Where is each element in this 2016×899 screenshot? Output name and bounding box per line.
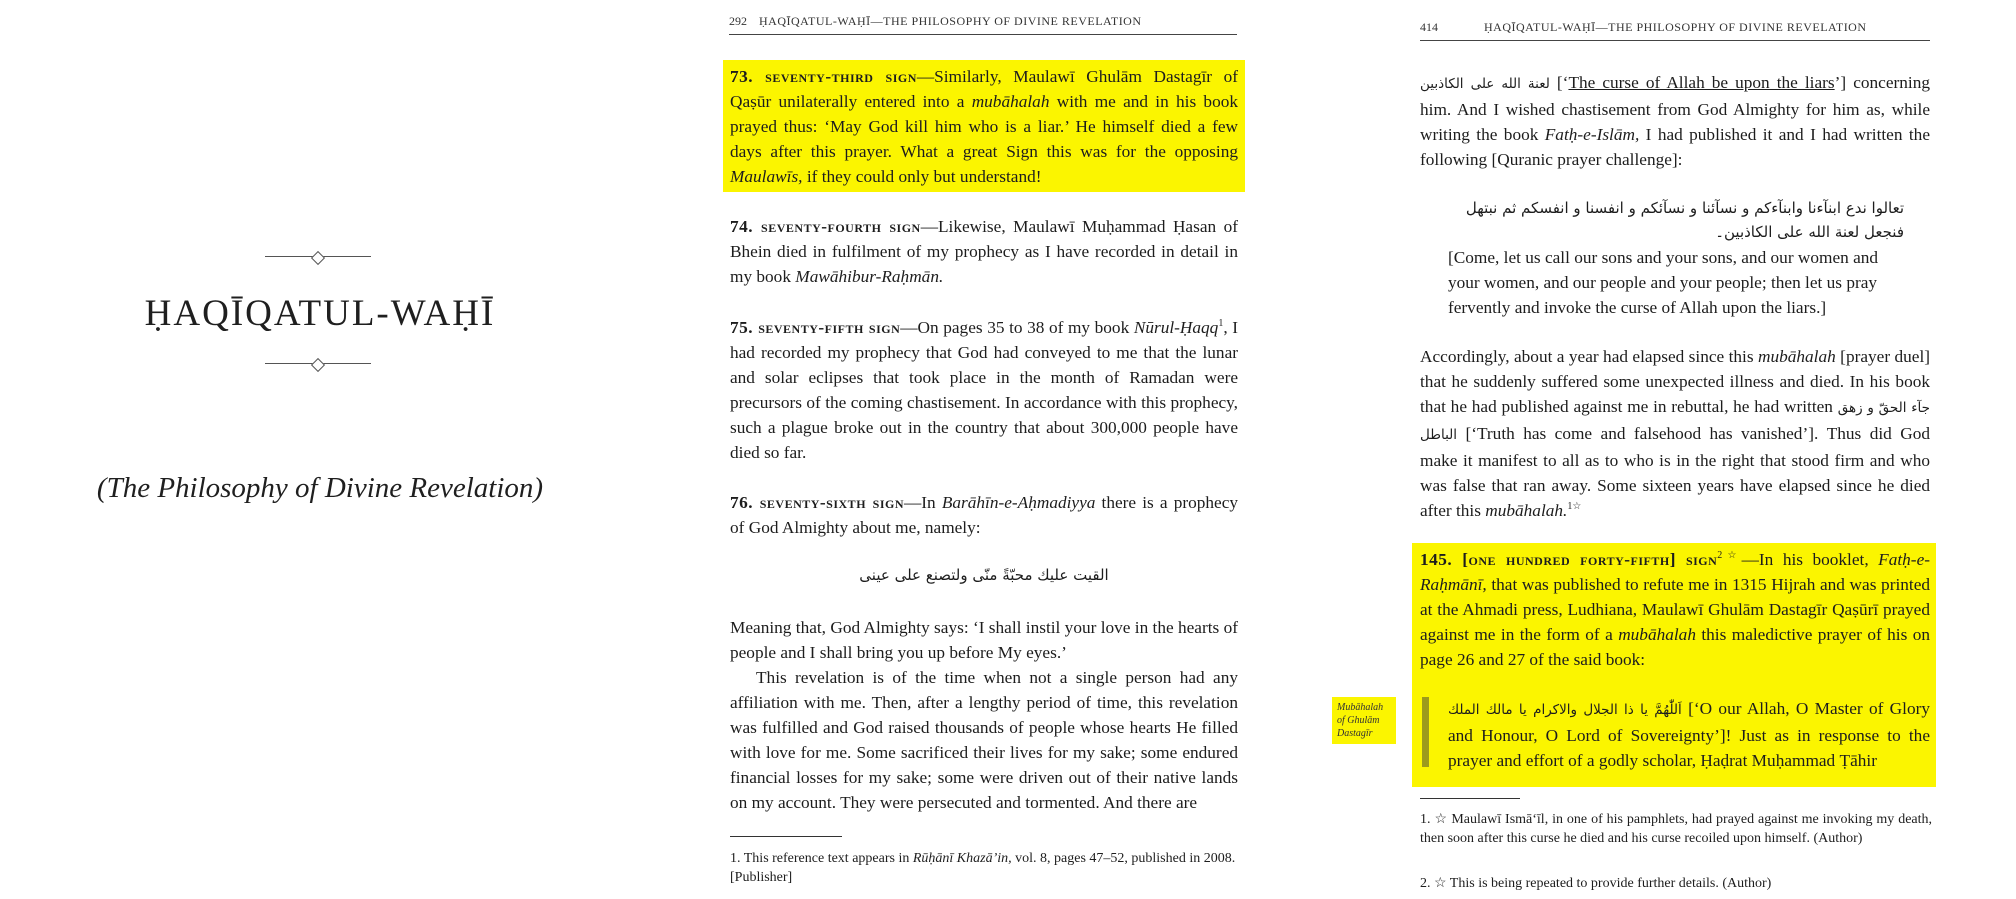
quote-block <box>1448 696 1930 773</box>
margin-note: Mubāhalah of Ghulām Dastagīr <box>1332 697 1396 744</box>
footnote-1 <box>1420 810 1932 848</box>
running-head <box>729 12 1237 35</box>
sign-75 <box>730 315 1238 465</box>
ornament-bottom <box>265 360 371 368</box>
footnote-text: ☆ This is being repeated to provide further details. (Author) <box>1434 876 1772 891</box>
page-292 <box>662 0 1336 899</box>
arabic-verse: القيت عليك محبّةً منّى ولتصنع على عينى <box>859 566 1109 584</box>
book-title-ref: Barāhīn-e-Aḥmadiyya <box>941 493 1096 512</box>
page-414 <box>1338 0 2016 899</box>
footnote-rule <box>1420 798 1520 799</box>
footnote-number: 2. <box>1420 876 1431 891</box>
footnote-2 <box>1420 874 1932 893</box>
sign-text: if they could only but understand! <box>802 167 1042 186</box>
running-head-title: ḤAQĪQATUL-WAḤĪ—THE PHILOSOPHY OF DIVINE REVELATION <box>759 14 1142 28</box>
book-title-ref: Nūrul-Ḥaqq <box>1133 318 1219 337</box>
running-head <box>1420 18 1930 41</box>
quote: The curse of Allah be upon the liars <box>1568 73 1835 92</box>
ornament-top <box>265 253 371 261</box>
sign-heading: 145. [one hundred forty-fifth] sign <box>1420 550 1718 569</box>
quran-verse-arabic: تعالوا ندع ابنآءنا وابنآءكم و نسآئنا و نسآئكم و انفسنا و انفسكم ثم نبتهل فنجعل لعنة الله على الكاذبين۔ <box>1465 199 1904 241</box>
sign-text: —In <box>904 493 942 512</box>
sign-76 <box>730 490 1238 540</box>
paragraph-text: ] concerning him. And I wished chastisement from God Almighty for him as, while writing the book <box>1420 73 1930 144</box>
term: mubāhalah <box>971 92 1050 111</box>
footnote-ref[interactable]: 1☆ <box>1567 501 1582 513</box>
running-head-title: ḤAQĪQATUL-WAḤĪ—THE PHILOSOPHY OF DIVINE REVELATION <box>1484 20 1867 34</box>
footnote-number: 1. <box>730 851 741 866</box>
paragraph-text: Accordingly, about a year had elapsed since this <box>1420 347 1758 366</box>
body-paragraph: This revelation is of the time when not a single person had any affiliation with me. Then, after a lengthy period of time, this revelation was fulfilled and God raised thousands of people whose hearts He filled with love for me. Some sacrificed their lives for my sake; some endured financial losses for my sake; some were driven out of their native lands on my account. They were persecuted and tormented. And there are <box>730 668 1238 812</box>
arabic-phrase: اَللّٰهُمَّ يا ذا الجلال والاكرام يا مالك الملك <box>1448 702 1682 718</box>
footnote-rule <box>730 836 842 837</box>
paragraph-text: [prayer duel] that he suddenly suffered some unexpected illness and died. In his book that he had published against me in rebuttal, he had written <box>1420 347 1930 416</box>
sign-text: with me and in his book prayed thus: ‘May God kill him who is a liar.’ He himself died a few days after this prayer. What a great Sign this was for the opposing <box>730 92 1238 161</box>
sign-text: , I had recorded my prophecy that God had conveyed to me that the lunar and solar eclipses that took place in the month of Ramadan were precursors of the coming chastisement. In accordance with this prophecy, such a plague broke out in the country that about 300,000 people have died so far. <box>730 318 1238 462</box>
footnote-ref[interactable]: 1 <box>1218 318 1224 330</box>
term: Maulawīs, <box>730 167 803 186</box>
footnote-text: ☆ Maulawī Ismā‘īl, in one of his pamphlets, had prayed against me invoking my death, then soon after this curse he died and his curse recoiled upon himself. (Author) <box>1420 812 1933 846</box>
footnote-text: vol. 8, pages 47–52, published in 2008. [Publisher] <box>730 851 1236 885</box>
term: mubāhalah. <box>1485 501 1568 520</box>
footnote <box>730 849 1238 887</box>
book-title-ref: Rūḥānī Khazā’in, <box>912 851 1012 866</box>
quran-verse-translation: [Come, let us call our sons and your sons, and our women and your women, and our people and your people; then let us pray fervently and invoke the curse of Allah upon the liars.] <box>1448 248 1879 317</box>
page-number: 414 <box>1420 20 1438 34</box>
sign-heading: 73. seventy-third sign <box>730 67 917 86</box>
sign-text: there is a prophecy of God Almighty about me, namely: <box>730 493 1239 537</box>
sign-heading: 76. seventy-sixth sign <box>730 493 905 512</box>
paragraph-text: [‘Truth has come and falsehood has vanished’]. Thus did God make it manifest to all as to who is in the right that stood firm and who was false that ran away. Some sixteen years have elapsed since he died after this <box>1420 424 1930 520</box>
sign-text: that was published to refute me in 1315 Hijrah and was printed at the Ahmadi press, Ludhiana, Maulawī Ghulām Dastagīr Qaṣūrī prayed against me in the form of a <box>1420 575 1930 644</box>
paragraph-text: I had published it and I had written the following [Quranic prayer challenge]: <box>1420 125 1930 169</box>
quote-text: [‘O our Allah, O Master of Glory and Honour, O Lord of Sovereignty’]! Just as in response to the prayer and effort of a godly scholar, Ḥaḍrat Muḥammad Ṭāhir <box>1448 699 1930 770</box>
page-number: 292 <box>729 14 747 28</box>
book-title-ref: Fatḥ-e-Islām, <box>1544 125 1640 144</box>
sign-text: —Likewise, Maulawī Muḥammad Ḥasan of Bhein died in fulfilment of my prophecy as I have recorded in detail in my book <box>730 217 1238 286</box>
sign-heading: 74. seventy-fourth sign <box>730 217 921 236</box>
term: mubāhalah <box>1618 625 1696 644</box>
term: mubāhalah <box>1758 347 1836 366</box>
title-page <box>0 0 660 899</box>
meaning-paragraph: Meaning that, God Almighty says: ‘I shall instil your love in the hearts of people and I shall bring you up before My eyes.’ <box>730 618 1238 662</box>
book-subtitle: (The Philosophy of Divine Revelation) <box>96 472 544 504</box>
sign-heading: 75. seventy-fifth sign <box>730 318 901 337</box>
book-title: ḤAQĪQATUL-WAḤĪ <box>144 293 496 334</box>
sign-text: —Similarly, Maulawī Ghulām Dastagīr of Qaṣūr unilaterally entered into a <box>730 67 1238 111</box>
paragraph-curse: لعنة الله على الكاذبين [‘The curse of Allah be upon the liars’] concerning him. And I wished chastisement from God Almighty for him as, while writing the book Fatḥ-e-Islām, I had published it and I had written the following [Quranic prayer challenge]: <box>1420 73 1930 169</box>
arabic-phrase: لعنة الله على الكاذبين <box>1420 76 1550 92</box>
sign-text: —On pages 35 to 38 of my book <box>900 318 1134 337</box>
book-title-ref: Mawāhibur-Raḥmān. <box>795 267 944 286</box>
paragraph-duel <box>1420 344 1930 523</box>
footnote-number: 1. <box>1420 812 1431 827</box>
footnote-text: This reference text appears in <box>743 851 913 866</box>
arabic-phrase: جآء الحقّ و زهق الباطل <box>1420 400 1930 443</box>
sign-text: —In his booklet, <box>1741 550 1879 569</box>
book-title-ref: Fatḥ-e-Raḥmānī, <box>1420 550 1930 594</box>
sign-73 <box>730 64 1238 189</box>
quote-bar <box>1422 697 1429 767</box>
sign-145 <box>1420 547 1930 672</box>
footnote-ref[interactable]: 2☆ <box>1717 550 1742 562</box>
sign-text: this maledictive prayer of his on page 26 and 27 of the said book: <box>1420 625 1930 669</box>
sign-74 <box>730 214 1238 289</box>
